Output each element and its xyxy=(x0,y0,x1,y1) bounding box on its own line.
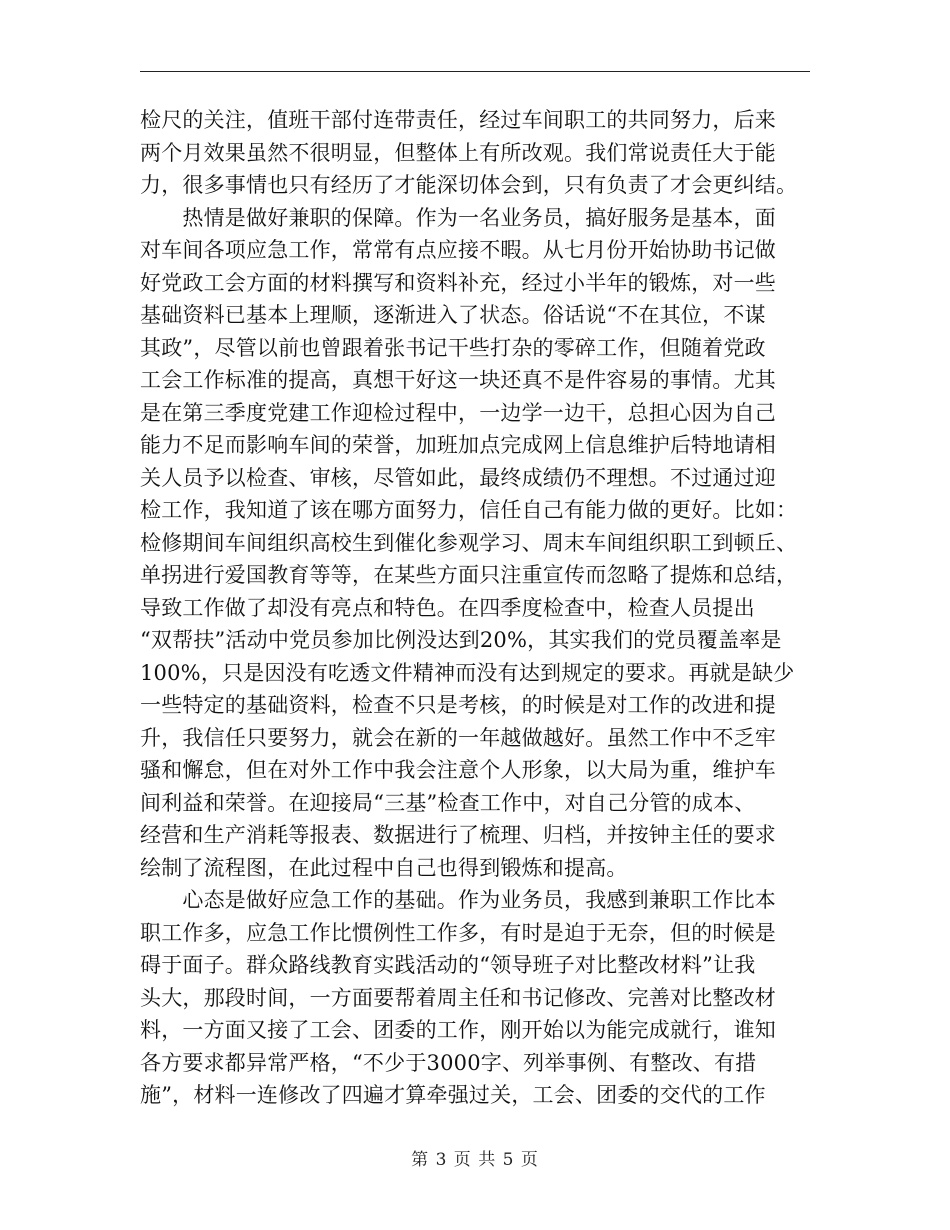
text-line: 导致工作做了却没有亮点和特色。在四季度检查中，检查人员提出 xyxy=(140,595,755,620)
text-line: 力，很多事情也只有经历了才能深切体会到，只有负责了才会更纠结。 xyxy=(140,173,798,197)
text-line: 料，一方面又接了工会、团委的工作，刚开始以为能完成就行，谁知 xyxy=(140,1018,776,1042)
text-line: 是在第三季度党建工作迎检过程中，一边学一边干，总担心因为自己 xyxy=(140,400,776,425)
text-line: 绘制了流程图，在此过程中自己也得到锻炼和提高。 xyxy=(140,855,628,880)
text-line: 对车间各项应急工作，常常有点应接不暇。从七月份开始协助书记做 xyxy=(140,238,776,262)
text-line: 100%，只是因没有吃透文件精神而没有达到规定的要求。再就是缺少 xyxy=(140,660,795,685)
text-line: 基础资料已基本上理顺，逐渐进入了状态。俗话说“不在其位，不谋 xyxy=(140,303,766,327)
text-line: 关人员予以检查、审核，尽管如此，最终成绩仍不理想。不过通过迎 xyxy=(140,465,776,490)
text-line: 头大，那段时间，一方面要帮着周主任和书记修改、完善对比整改材 xyxy=(140,985,776,1010)
text-line: 骚和懈怠，但在对外工作中我会注意个人形象，以大局为重，维护车 xyxy=(140,758,776,782)
text-line: 检工作，我知道了该在哪方面努力，信任自己有能力做的更好。比如： xyxy=(140,498,798,522)
text-line: 好党政工会方面的材料撰写和资料补充，经过小半年的锻炼，对一些 xyxy=(140,270,776,295)
text-line: 检尺的关注，值班干部付连带责任，经过车间职工的共同努力，后来 xyxy=(140,108,776,132)
text-line: 其政”，尽管以前也曾跟着张书记干些打杂的零碎工作，但随着党政 xyxy=(140,335,766,360)
text-line: 心态是做好应急工作的基础。作为业务员，我感到兼职工作比本 xyxy=(140,888,776,912)
text-line: 检修期间车间组织高校生到催化参观学习、周末车间组织职工到顿丘、 xyxy=(140,530,798,555)
text-line: 升，我信任只要努力，就会在新的一年越做越好。虽然工作中不乏牢 xyxy=(140,725,776,750)
document-body xyxy=(140,104,810,1112)
text-line: 工会工作标准的提高，真想干好这一块还真不是件容易的事情。尤其 xyxy=(140,368,776,392)
text-line: 一些特定的基础资料，检查不只是考核，的时候是对工作的改进和提 xyxy=(140,693,776,717)
text-line: 碍于面子。群众路线教育实践活动的“领导班子对比整改材料”让我 xyxy=(140,953,756,977)
text-line: 职工作多，应急工作比惯例性工作多，有时是迫于无奈，但的时候是 xyxy=(140,920,776,945)
text-line: 热情是做好兼职的保障。作为一名业务员，搞好服务是基本，面 xyxy=(140,205,776,230)
text-line: 经营和生产消耗等报表、数据进行了梳理、归档，并按钟主任的要求 xyxy=(140,823,776,847)
text-line: 施”，材料一连修改了四遍才算牵强过关，工会、团委的交代的工作 xyxy=(140,1083,766,1107)
header-rule xyxy=(140,71,810,72)
text-line: 各方要求都异常严格，“不少于3000字、列举事例、有整改、有措 xyxy=(140,1050,757,1075)
page-number-footer: 第 3 页 共 5 页 xyxy=(411,1150,539,1170)
text-line: 单拐进行爱国教育等等，在某些方面只注重宣传而忽略了提炼和总结， xyxy=(140,563,798,587)
text-line: 能力不足而影响车间的荣誉，加班加点完成网上信息维护后特地请相 xyxy=(140,433,776,457)
text-line: “双帮扶”活动中党员参加比例没达到20%，其实我们的党员覆盖率是 xyxy=(140,628,782,652)
text-line: 间利益和荣誉。在迎接局“三基”检查工作中，对自己分管的成本、 xyxy=(140,790,756,815)
text-line: 两个月效果虽然不很明显，但整体上有所改观。我们常说责任大于能 xyxy=(140,140,776,165)
